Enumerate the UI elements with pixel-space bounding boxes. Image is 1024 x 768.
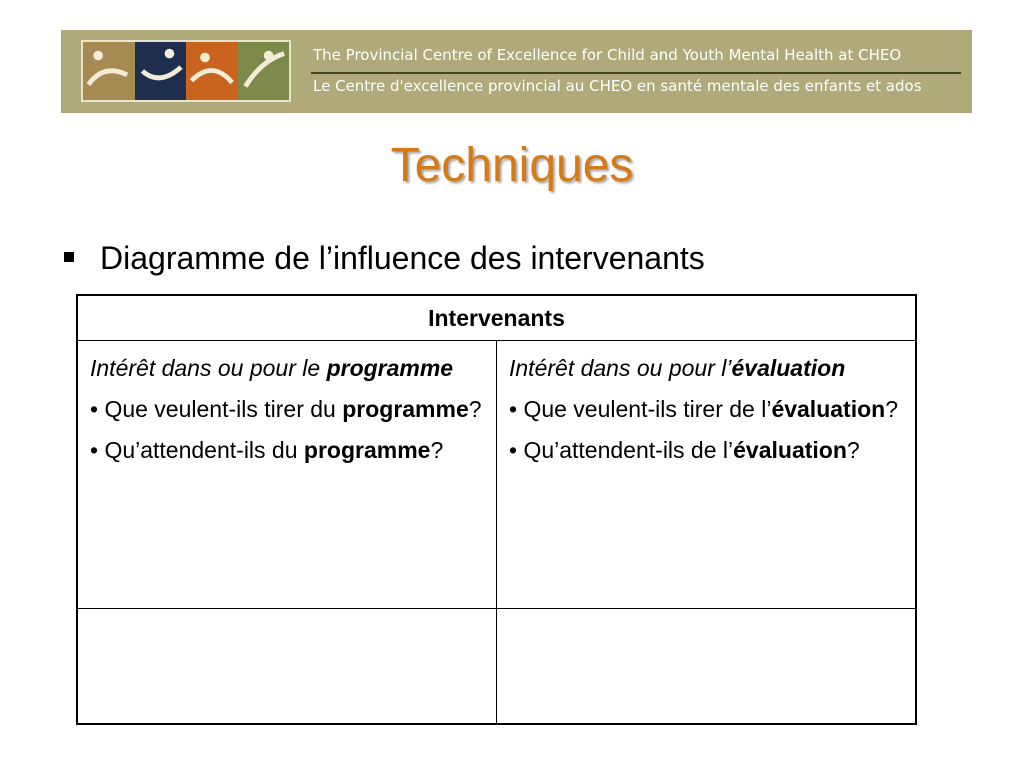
cell-heading-emphasis: programme	[326, 355, 454, 381]
cell-item-suffix: ?	[430, 437, 444, 463]
table-header: Intervenants	[78, 296, 915, 341]
logo-tile-2	[135, 42, 187, 100]
cell-heading-emphasis: évaluation	[731, 355, 846, 381]
bullet-item	[64, 240, 705, 277]
table-cell-empty	[78, 609, 497, 723]
table-cell-empty	[497, 609, 915, 723]
cell-item-text: • Que veulent-ils tirer du	[90, 396, 343, 422]
cell-item-suffix: ?	[468, 396, 482, 422]
stakeholder-table	[76, 294, 917, 725]
cell-item	[90, 392, 484, 426]
organization-logo	[81, 40, 291, 102]
banner-title-french: Le Centre d'excellence provincial au CHEO en santé mentale des enfants et ados	[313, 77, 922, 95]
cell-item-text: • Que veulent-ils tirer de l’	[509, 396, 772, 422]
cell-heading	[90, 351, 484, 385]
cell-item-suffix: ?	[846, 437, 860, 463]
cell-heading	[509, 351, 903, 385]
cell-heading-text: Intérêt dans ou pour le	[90, 355, 327, 381]
cell-heading-text: Intérêt dans ou pour l’	[509, 355, 732, 381]
cell-item-text: • Qu’attendent-ils du	[90, 437, 304, 463]
logo-tile-4	[238, 42, 290, 100]
cell-item-emphasis: évaluation	[771, 396, 886, 422]
bullet-text: Diagramme de l’influence des intervenants	[100, 240, 705, 276]
cell-item-suffix: ?	[885, 396, 898, 422]
cell-item	[509, 433, 903, 467]
cell-item-emphasis: évaluation	[733, 437, 847, 463]
header-banner	[61, 30, 972, 113]
logo-tile-3	[186, 42, 238, 100]
cell-item	[90, 433, 484, 467]
banner-title-english: The Provincial Centre of Excellence for Child and Youth Mental Health at CHEO	[313, 46, 902, 64]
cell-item-emphasis: programme	[303, 437, 431, 463]
slide-title: Techniques	[390, 139, 634, 192]
table-cell-evaluation	[497, 341, 915, 609]
table-cell-program	[78, 341, 497, 609]
cell-item-text: • Qu’attendent-ils de l’	[509, 437, 734, 463]
cell-item-emphasis: programme	[342, 396, 469, 422]
logo-tile-1	[83, 42, 135, 100]
square-bullet-icon	[64, 252, 74, 262]
banner-divider	[311, 72, 961, 74]
cell-item	[509, 392, 903, 426]
